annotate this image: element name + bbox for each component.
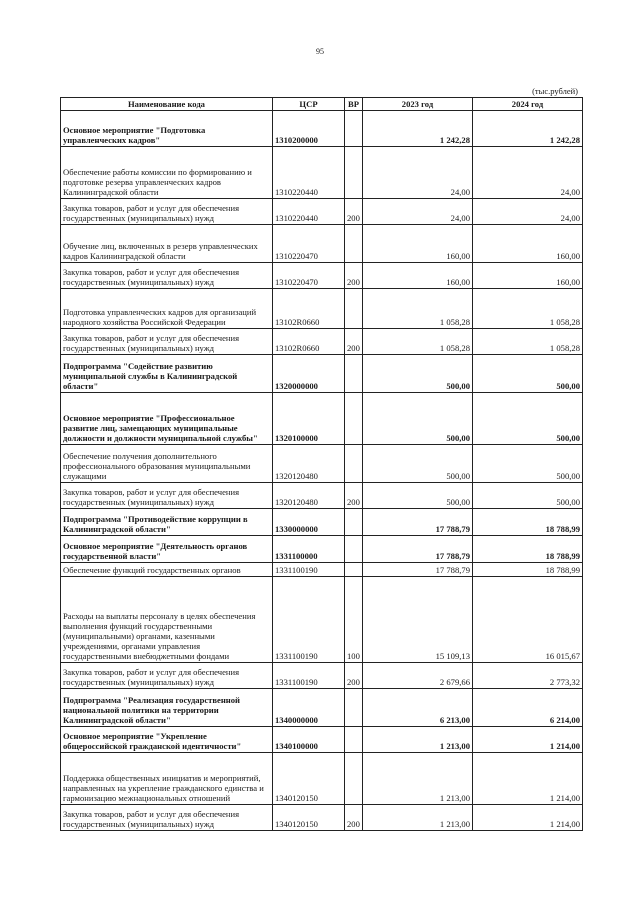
cell-name: Основное мероприятие "Деятельность органов государственной власти" <box>61 536 273 563</box>
cell-csr: 13102R0660 <box>273 329 345 355</box>
cell-csr: 13102R0660 <box>273 289 345 329</box>
cell-csr: 1330000000 <box>273 509 345 536</box>
cell-y2024: 160,00 <box>473 225 583 263</box>
cell-csr: 1340120150 <box>273 753 345 805</box>
cell-csr: 1320120480 <box>273 483 345 509</box>
cell-y2023: 2 679,66 <box>363 663 473 689</box>
cell-vr: 200 <box>345 483 363 509</box>
cell-y2023: 1 213,00 <box>363 753 473 805</box>
header-vr: ВР <box>345 98 363 111</box>
cell-y2024: 24,00 <box>473 199 583 225</box>
cell-vr <box>345 445 363 483</box>
cell-name: Обеспечение работы комиссии по формированию и подготовке резерва управленческих кадров Калининградской области <box>61 147 273 199</box>
table-row <box>61 509 583 536</box>
cell-name: Закупка товаров, работ и услуг для обеспечения государственных (муниципальных) нужд <box>61 805 273 831</box>
cell-vr <box>345 225 363 263</box>
cell-name: Обеспечение получения дополнительного профессионального образования муниципальными служащими <box>61 445 273 483</box>
cell-name: Поддержка общественных инициатив и мероприятий, направленных на укрепление гражданского единства и гармонизацию межнациональных отношений <box>61 753 273 805</box>
table-row <box>61 805 583 831</box>
cell-csr: 1331100190 <box>273 563 345 577</box>
table-row <box>61 199 583 225</box>
table-row <box>61 111 583 147</box>
cell-y2023: 160,00 <box>363 225 473 263</box>
cell-y2024: 1 214,00 <box>473 727 583 753</box>
table-row <box>61 753 583 805</box>
units-label: (тыс.рублей) <box>532 86 578 96</box>
cell-y2024: 16 015,67 <box>473 577 583 663</box>
cell-vr <box>345 509 363 536</box>
cell-name: Основное мероприятие "Подготовка управленческих кадров" <box>61 111 273 147</box>
cell-y2024: 18 788,99 <box>473 536 583 563</box>
cell-csr: 1310220440 <box>273 147 345 199</box>
cell-vr <box>345 536 363 563</box>
cell-name: Расходы на выплаты персоналу в целях обеспечения выполнения функций государственными (муниципальными) органами, казенными учреждениями, органами управления государственными внебюджетными фондами <box>61 577 273 663</box>
table-row <box>61 289 583 329</box>
table-row <box>61 663 583 689</box>
cell-name: Закупка товаров, работ и услуг для обеспечения государственных (муниципальных) нужд <box>61 329 273 355</box>
cell-name: Закупка товаров, работ и услуг для обеспечения государственных (муниципальных) нужд <box>61 263 273 289</box>
cell-y2024: 1 058,28 <box>473 289 583 329</box>
header-name: Наименование кода <box>61 98 273 111</box>
table-row <box>61 689 583 727</box>
table-body <box>61 111 583 831</box>
cell-vr <box>345 111 363 147</box>
cell-y2023: 500,00 <box>363 483 473 509</box>
cell-y2024: 18 788,99 <box>473 509 583 536</box>
header-2024: 2024 год <box>473 98 583 111</box>
header-2023: 2023 год <box>363 98 473 111</box>
table-row <box>61 445 583 483</box>
cell-csr: 1310220470 <box>273 263 345 289</box>
cell-vr <box>345 753 363 805</box>
cell-y2023: 1 213,00 <box>363 727 473 753</box>
cell-name: Закупка товаров, работ и услуг для обеспечения государственных (муниципальных) нужд <box>61 199 273 225</box>
budget-table <box>60 97 583 831</box>
cell-vr: 100 <box>345 577 363 663</box>
cell-name: Подпрограмма "Противодействие коррупции в Калининградской области" <box>61 509 273 536</box>
cell-csr: 1320120480 <box>273 445 345 483</box>
cell-y2024: 24,00 <box>473 147 583 199</box>
cell-name: Основное мероприятие "Укрепление общероссийской гражданской идентичности" <box>61 727 273 753</box>
cell-y2023: 1 058,28 <box>363 289 473 329</box>
cell-name: Закупка товаров, работ и услуг для обеспечения государственных (муниципальных) нужд <box>61 663 273 689</box>
cell-y2023: 500,00 <box>363 445 473 483</box>
cell-csr: 1320100000 <box>273 393 345 445</box>
cell-csr: 1320000000 <box>273 355 345 393</box>
cell-y2024: 500,00 <box>473 445 583 483</box>
cell-y2023: 24,00 <box>363 199 473 225</box>
cell-name: Подпрограмма "Содействие развитию муниципальной службы в Калининградской области" <box>61 355 273 393</box>
cell-csr: 1340000000 <box>273 689 345 727</box>
cell-vr: 200 <box>345 263 363 289</box>
cell-vr: 200 <box>345 199 363 225</box>
table-row <box>61 147 583 199</box>
cell-vr: 200 <box>345 329 363 355</box>
cell-csr: 1331100000 <box>273 536 345 563</box>
cell-name: Подготовка управленческих кадров для организаций народного хозяйства Российской Федерации <box>61 289 273 329</box>
table-row <box>61 483 583 509</box>
table-row <box>61 727 583 753</box>
cell-y2024: 1 242,28 <box>473 111 583 147</box>
cell-vr <box>345 355 363 393</box>
table-row <box>61 355 583 393</box>
cell-y2023: 15 109,13 <box>363 577 473 663</box>
cell-y2023: 1 242,28 <box>363 111 473 147</box>
cell-name: Обеспечение функций государственных органов <box>61 563 273 577</box>
cell-y2023: 1 213,00 <box>363 805 473 831</box>
table-row <box>61 577 583 663</box>
cell-y2024: 1 214,00 <box>473 753 583 805</box>
cell-y2024: 1 058,28 <box>473 329 583 355</box>
cell-csr: 1340120150 <box>273 805 345 831</box>
cell-name: Закупка товаров, работ и услуг для обеспечения государственных (муниципальных) нужд <box>61 483 273 509</box>
cell-y2024: 500,00 <box>473 483 583 509</box>
cell-csr: 1310220470 <box>273 225 345 263</box>
table-row <box>61 563 583 577</box>
cell-csr: 1331100190 <box>273 663 345 689</box>
cell-vr <box>345 393 363 445</box>
table-row <box>61 225 583 263</box>
cell-vr <box>345 727 363 753</box>
cell-vr <box>345 689 363 727</box>
header-csr: ЦСР <box>273 98 345 111</box>
cell-y2023: 17 788,79 <box>363 563 473 577</box>
table-row <box>61 263 583 289</box>
cell-y2024: 18 788,99 <box>473 563 583 577</box>
cell-vr <box>345 289 363 329</box>
cell-vr: 200 <box>345 663 363 689</box>
cell-y2023: 1 058,28 <box>363 329 473 355</box>
cell-name: Подпрограмма "Реализация государственной национальной политики на территории Калининградской области" <box>61 689 273 727</box>
table-row <box>61 536 583 563</box>
cell-vr: 200 <box>345 805 363 831</box>
page-number: 95 <box>316 47 324 56</box>
cell-y2024: 500,00 <box>473 393 583 445</box>
table-row <box>61 393 583 445</box>
table-row <box>61 329 583 355</box>
cell-csr: 1310220440 <box>273 199 345 225</box>
cell-y2023: 160,00 <box>363 263 473 289</box>
cell-csr: 1331100190 <box>273 577 345 663</box>
cell-y2024: 6 214,00 <box>473 689 583 727</box>
cell-y2023: 500,00 <box>363 355 473 393</box>
cell-y2024: 160,00 <box>473 263 583 289</box>
cell-y2023: 17 788,79 <box>363 509 473 536</box>
cell-y2023: 17 788,79 <box>363 536 473 563</box>
cell-y2023: 6 213,00 <box>363 689 473 727</box>
cell-vr <box>345 147 363 199</box>
cell-name: Основное мероприятие "Профессиональное развитие лиц, замещающих муниципальные должности и должности муниципальной службы" <box>61 393 273 445</box>
cell-csr: 1310200000 <box>273 111 345 147</box>
cell-y2023: 500,00 <box>363 393 473 445</box>
table-header-row <box>61 98 583 111</box>
cell-y2024: 2 773,32 <box>473 663 583 689</box>
cell-vr <box>345 563 363 577</box>
cell-y2024: 500,00 <box>473 355 583 393</box>
cell-y2023: 24,00 <box>363 147 473 199</box>
cell-name: Обучение лиц, включенных в резерв управленческих кадров Калининградской области <box>61 225 273 263</box>
cell-y2024: 1 214,00 <box>473 805 583 831</box>
cell-csr: 1340100000 <box>273 727 345 753</box>
